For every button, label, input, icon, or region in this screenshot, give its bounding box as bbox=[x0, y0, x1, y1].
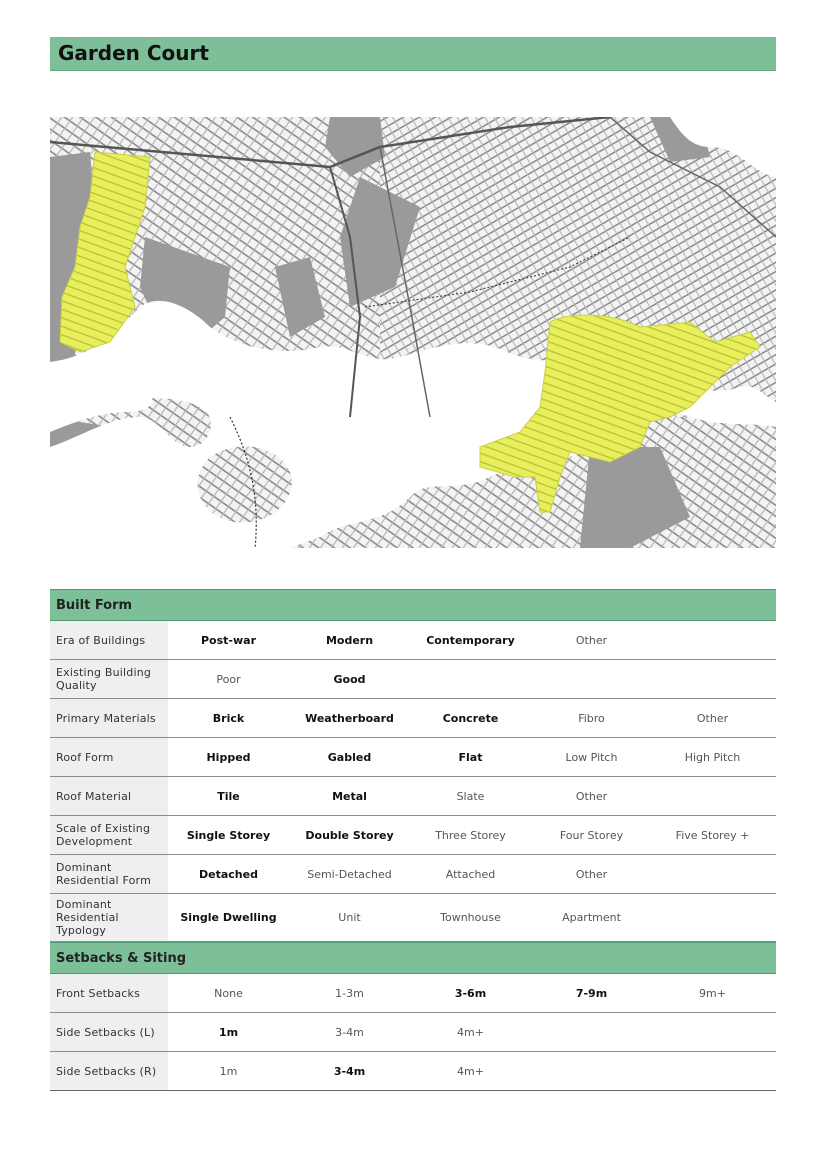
row-cell: Brick bbox=[212, 711, 245, 725]
row-cell: Low Pitch bbox=[565, 750, 618, 764]
row-cell bbox=[652, 894, 773, 941]
row-cell: Poor bbox=[216, 672, 241, 686]
row-cell: Flat bbox=[458, 750, 483, 764]
row-cell bbox=[652, 621, 773, 659]
built-form-rows bbox=[50, 621, 776, 942]
row-cell: High Pitch bbox=[684, 750, 741, 764]
row-cells bbox=[168, 699, 776, 737]
row-cell bbox=[652, 1013, 773, 1051]
row-label: Primary Materials bbox=[50, 699, 168, 737]
row-cell: 7-9m bbox=[575, 986, 608, 1000]
row-label: Side Setbacks (R) bbox=[50, 1052, 168, 1090]
row-cell: 3-4m bbox=[333, 1064, 366, 1078]
row-cell: Five Storey + bbox=[675, 828, 750, 842]
table-row bbox=[50, 1052, 776, 1091]
row-cell: 1-3m bbox=[335, 986, 364, 1000]
setbacks-rows bbox=[50, 974, 776, 1091]
table-row bbox=[50, 660, 776, 699]
table-row bbox=[50, 855, 776, 894]
row-label: Side Setbacks (L) bbox=[50, 1013, 168, 1051]
row-label: Existing Building Quality bbox=[50, 660, 168, 698]
row-cell: Four Storey bbox=[559, 828, 624, 842]
row-cell: Other bbox=[575, 633, 608, 647]
row-cell: 3-6m bbox=[454, 986, 487, 1000]
row-cell bbox=[652, 1052, 773, 1090]
row-label: Dominant Residential Form bbox=[50, 855, 168, 893]
row-cells bbox=[168, 855, 776, 893]
row-cell: Gabled bbox=[327, 750, 372, 764]
row-cell: Slate bbox=[456, 789, 485, 803]
row-cell: 9m+ bbox=[699, 986, 726, 1000]
table-row bbox=[50, 699, 776, 738]
row-cell: Post-war bbox=[201, 633, 256, 647]
row-cell bbox=[531, 1013, 652, 1051]
row-cell bbox=[531, 660, 652, 698]
row-label: Front Setbacks bbox=[50, 974, 168, 1012]
row-cell bbox=[652, 855, 773, 893]
table-row bbox=[50, 894, 776, 942]
table-row bbox=[50, 816, 776, 855]
row-cell: Detached bbox=[199, 867, 258, 881]
row-cells bbox=[168, 1052, 776, 1090]
section-heading: Setbacks & Siting bbox=[56, 950, 186, 966]
table-row bbox=[50, 738, 776, 777]
row-label: Roof Material bbox=[50, 777, 168, 815]
neighbourhood-map bbox=[50, 117, 776, 548]
row-cells bbox=[168, 621, 776, 659]
row-cells bbox=[168, 894, 776, 941]
row-cell: Contemporary bbox=[426, 633, 515, 647]
table-row bbox=[50, 777, 776, 816]
row-cells bbox=[168, 660, 776, 698]
row-cells bbox=[168, 974, 776, 1012]
row-label: Dominant Residential Typology bbox=[50, 894, 168, 941]
section-heading: Built Form bbox=[56, 597, 133, 613]
row-cell: Attached bbox=[445, 867, 496, 881]
row-cell bbox=[652, 777, 773, 815]
row-cell: Apartment bbox=[562, 911, 621, 924]
row-cell: None bbox=[214, 986, 243, 1000]
section-setbacks-siting bbox=[50, 942, 776, 974]
table-row bbox=[50, 974, 776, 1013]
attributes-table bbox=[50, 589, 776, 1091]
row-cell: 4m+ bbox=[457, 1064, 484, 1078]
row-cell: Other bbox=[696, 711, 729, 725]
row-cell: Tile bbox=[217, 789, 240, 803]
row-cell: Single Dwelling bbox=[180, 911, 277, 924]
row-cell: 1m bbox=[218, 1025, 239, 1039]
row-label: Era of Buildings bbox=[50, 621, 168, 659]
table-row bbox=[50, 1013, 776, 1052]
row-cells bbox=[168, 816, 776, 854]
row-cell: 4m+ bbox=[457, 1025, 484, 1039]
row-cell: Hipped bbox=[206, 750, 251, 764]
row-cells bbox=[168, 738, 776, 776]
row-cell: Metal bbox=[332, 789, 367, 803]
row-cell bbox=[531, 1052, 652, 1090]
row-cell: Fibro bbox=[578, 711, 605, 725]
page-title: Garden Court bbox=[58, 41, 209, 65]
title-bar bbox=[50, 37, 776, 71]
row-cell: Double Storey bbox=[305, 828, 394, 842]
row-label: Roof Form bbox=[50, 738, 168, 776]
row-cells bbox=[168, 777, 776, 815]
row-cell: Other bbox=[575, 789, 608, 803]
row-label: Scale of Existing Development bbox=[50, 816, 168, 854]
table-row bbox=[50, 621, 776, 660]
row-cell: Weatherboard bbox=[305, 711, 394, 725]
row-cell: Three Storey bbox=[435, 828, 506, 842]
row-cell bbox=[652, 660, 773, 698]
row-cell: Townhouse bbox=[440, 911, 501, 924]
row-cell: Modern bbox=[325, 633, 374, 647]
row-cell: Other bbox=[575, 867, 608, 881]
map-graphic bbox=[50, 117, 776, 548]
row-cell: Unit bbox=[338, 911, 361, 924]
row-cell: Good bbox=[333, 672, 366, 686]
row-cell: Semi-Detached bbox=[307, 867, 392, 881]
row-cell bbox=[410, 660, 531, 698]
row-cells bbox=[168, 1013, 776, 1051]
row-cell: Single Storey bbox=[186, 828, 271, 842]
row-cell: Concrete bbox=[442, 711, 499, 725]
section-built-form bbox=[50, 589, 776, 621]
row-cell: 1m bbox=[219, 1064, 238, 1078]
row-cell: 3-4m bbox=[335, 1025, 364, 1039]
